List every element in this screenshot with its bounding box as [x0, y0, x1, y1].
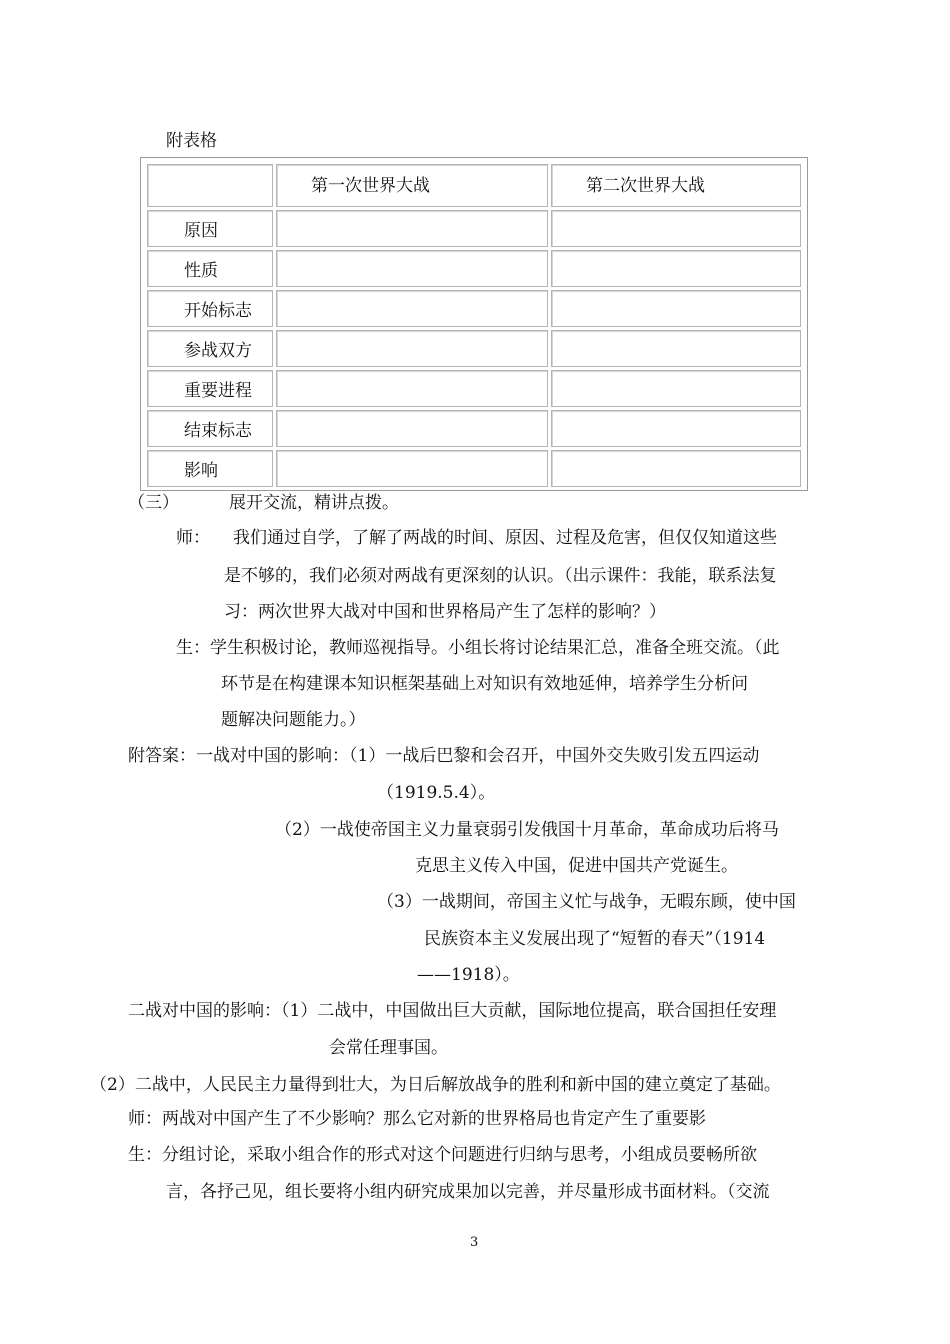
column-header-ww2: 第二次世界大战: [551, 164, 801, 207]
comparison-table: [140, 157, 808, 491]
answer-ww2-point2: （2）二战中，人民民主力量得到壮大，为日后解放战争的胜利和新中国的建立奠定了基础。: [90, 1075, 781, 1095]
row-header-process: 重要进程: [147, 370, 273, 407]
table-row: [147, 250, 801, 287]
row-header-belligerents: 参战双方: [147, 330, 273, 367]
table-row: [147, 330, 801, 367]
table-cell: [276, 330, 548, 367]
teacher-text-line-1: 我们通过自学，了解了两战的时间、原因、过程及危害，但仅仅知道这些: [233, 528, 777, 548]
table-cell: [551, 210, 801, 247]
table-cell: [276, 450, 548, 487]
table-corner-cell: [147, 164, 273, 207]
table-row: [147, 370, 801, 407]
table-cell: [551, 290, 801, 327]
table-cell: [551, 450, 801, 487]
student2-text-line-1: 生：分组讨论，采取小组合作的形式对这个问题进行归纳与思考，小组成员要畅所欲: [128, 1145, 757, 1165]
answer-ww1-point3-line-1: （3）一战期间，帝国主义忙与战争，无暇东顾，使中国: [377, 892, 796, 912]
table-cell: [276, 210, 548, 247]
table-cell: [551, 370, 801, 407]
student-text-line-2: 环节是在构建课本知识框架基础上对知识有效地延伸，培养学生分析问: [221, 674, 748, 694]
section-title: 展开交流，精讲点拨。: [229, 493, 399, 513]
table-cell: [551, 250, 801, 287]
row-header-start: 开始标志: [147, 290, 273, 327]
answer-ww1-point3-line-2: 民族资本主义发展出现了“短暂的春天”（1914: [424, 929, 766, 949]
teacher-text-line-2: 是不够的，我们必须对两战有更深刻的认识。（出示课件：我能，联系法复: [224, 566, 777, 586]
row-header-impact: 影响: [147, 450, 273, 487]
row-header-end: 结束标志: [147, 410, 273, 447]
answer-ww2-line-1: 二战对中国的影响：（1）二战中，中国做出巨大贡献，国际地位提高，联合国担任安理: [128, 1001, 777, 1021]
table-cell: [276, 250, 548, 287]
table-cell: [276, 290, 548, 327]
page-number: 3: [470, 1235, 479, 1250]
table-caption: 附表格: [166, 131, 217, 151]
answer-ww1-line-2: （1919.5.4）。: [377, 783, 496, 803]
table-row: [147, 290, 801, 327]
student2-text-line-2: 言，各抒己见，组长要将小组内研究成果加以完善，并尽量形成书面材料。（交流: [166, 1182, 770, 1202]
answer-ww1-line-1: 附答案：一战对中国的影响：（1）一战后巴黎和会召开，中国外交失败引发五四运动: [128, 746, 760, 766]
column-header-ww1: 第一次世界大战: [276, 164, 548, 207]
student-text-line-1: 生：学生积极讨论，教师巡视指导。小组长将讨论结果汇总，准备全班交流。（此: [176, 638, 780, 658]
table-cell: [551, 410, 801, 447]
answer-ww1-point2-line-2: 克思主义传入中国，促进中国共产党诞生。: [415, 856, 738, 876]
table-row: [147, 450, 801, 487]
table-cell: [276, 410, 548, 447]
table-row: [147, 410, 801, 447]
answer-ww2-line-2: 会常任理事国。: [329, 1038, 448, 1058]
answer-ww1-point2-line-1: （2）一战使帝国主义力量衰弱引发俄国十月革命，革命成功后将马: [275, 820, 779, 840]
row-header-nature: 性质: [147, 250, 273, 287]
section-number: （三）: [128, 493, 179, 513]
student-text-line-3: 题解决问题能力。）: [221, 710, 366, 730]
answer-ww1-point3-line-3: ——1918）。: [417, 965, 520, 985]
row-header-cause: 原因: [147, 210, 273, 247]
teacher-text-line-3: 习：两次世界大战对中国和世界格局产生了怎样的影响？）: [224, 602, 666, 622]
teacher2-text: 师：两战对中国产生了不少影响？那么它对新的世界格局也肯定产生了重要影: [128, 1109, 706, 1129]
table-row: [147, 210, 801, 247]
table-cell: [276, 370, 548, 407]
table-cell: [551, 330, 801, 367]
teacher-label: 师：: [176, 528, 210, 548]
table-header-row: [147, 164, 801, 207]
